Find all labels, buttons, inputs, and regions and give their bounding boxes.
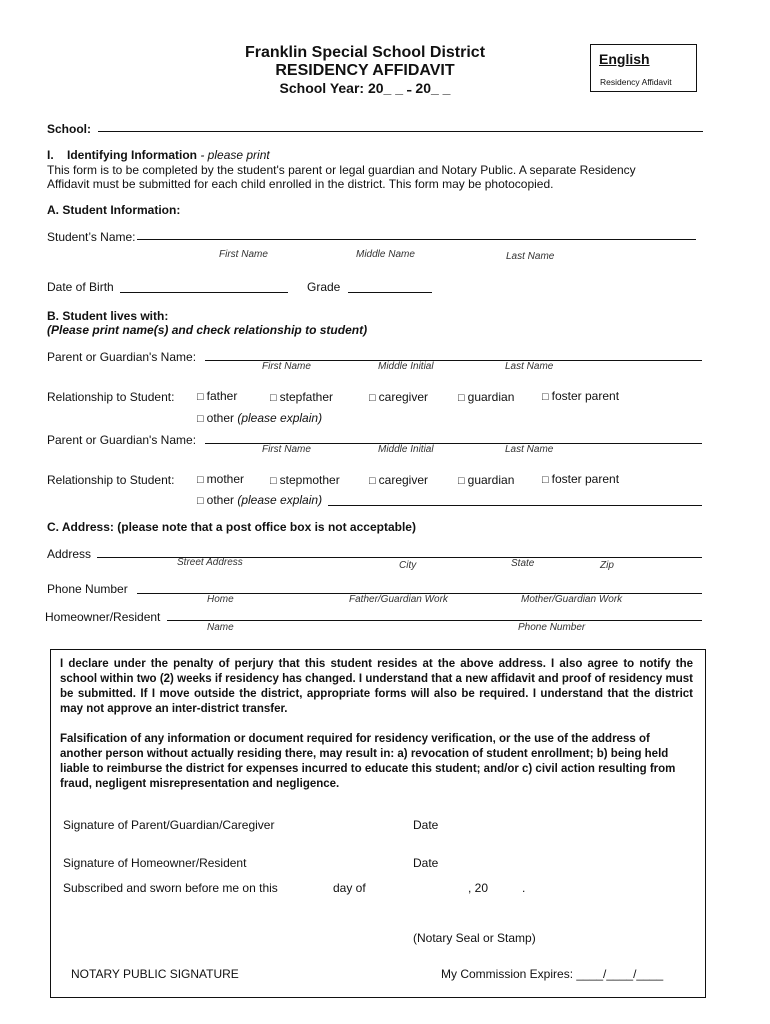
homeowner-name-hint: Name [207,622,234,633]
home-phone-hint: Home [207,594,234,605]
language-label: English [599,51,650,67]
guardian2-last-hint: Last Name [505,444,554,455]
sectionB-subheading: (Please print name(s) and check relationship to student) [47,323,368,337]
checkbox-guardian-1[interactable]: □ guardian [458,390,514,404]
declaration-box [50,649,706,998]
period-label: . [522,881,526,895]
form-title: RESIDENCY AFFIDAVIT [275,62,455,79]
grade-label: Grade [307,280,341,294]
street-hint: Street Address [177,557,243,568]
homeowner-field[interactable] [167,620,702,621]
guardian1-name-label: Parent or Guardian's Name: [47,350,197,364]
other-explain-field[interactable] [328,505,702,506]
checkbox-other-1[interactable]: □ other (please explain) [197,411,322,425]
checkbox-caregiver-2[interactable]: □ caregiver [369,473,428,487]
section1-desc-line1: This form is to be completed by the student's parent or legal guardian and Notary Public. A separate Residency [47,163,636,177]
zip-hint: Zip [600,560,614,571]
guardian2-name-label: Parent or Guardian's Name: [47,433,197,447]
student-last-hint: Last Name [506,251,555,262]
school-label: School: [47,122,91,136]
relationship1-label: Relationship to Student: [47,390,175,404]
address-label: Address [47,547,92,561]
sig-homeowner-label: Signature of Homeowner/Resident [63,856,247,870]
declaration-para2: Falsification of any information or document required for residency verification, or the use of the address of another person without actually residing there, may result in: a) revocation of student enrollment; b) being held liable to reimburse the district for expenses incurred to educate this student; and/or c) civil action resulting from fraud, negligent misrepresentation and negligence. [60,733,676,790]
district-name: Franklin Special School District [244,44,486,61]
checkbox-guardian-2[interactable]: □ guardian [458,473,514,487]
state-hint: State [511,558,535,569]
relationship2-label: Relationship to Student: [47,473,175,487]
student-first-hint: First Name [219,249,268,260]
section1-heading: I. Identifying Information - please print [47,148,270,162]
student-name-label: Student’s Name: [47,230,136,244]
sectionB-heading: B. Student lives with: [47,309,169,323]
mother-work-hint: Mother/Guardian Work [521,594,623,605]
guardian2-middle-hint: Middle Initial [378,444,434,455]
checkbox-stepmother[interactable]: □ stepmother [270,473,340,487]
checkbox-foster-parent-1[interactable]: □ foster parent [542,389,619,403]
notary-seal-label: (Notary Seal or Stamp) [413,931,536,945]
declaration-para1: I declare under the penalty of perjury that this student resides at the above address. I also agree to notify the school within two (2) weeks if residency has changed. I understand that a new affidavit and proof of residency must be submitted. If I move outside the district, appropriate forms will also be required. I understand that the district may not approve an inter-district transfer. [60,658,693,715]
student-name-field[interactable] [137,239,696,240]
homeowner-label: Homeowner/Resident [45,610,161,624]
day-of-label: day of [333,881,366,895]
checkbox-mother[interactable]: □ mother [197,472,244,486]
year-label: , 20 [468,881,489,895]
section1-desc-line2: Affidavit must be submitted for each child enrolled in the district. This form may be photocopied. [47,177,554,191]
notary-signature-label: NOTARY PUBLIC SIGNATURE [71,967,239,981]
guardian2-first-hint: First Name [262,444,311,455]
language-sub: Residency Affidavit [600,77,672,87]
father-work-hint: Father/Guardian Work [349,594,448,605]
guardian1-middle-hint: Middle Initial [378,361,434,372]
city-hint: City [399,560,417,571]
checkbox-other-2[interactable]: □ other (please explain) [197,493,322,507]
dob-field[interactable] [120,292,288,293]
commission-expires-label: My Commission Expires: ____/____/____ [441,967,664,981]
school-field[interactable] [98,131,703,132]
sig-homeowner-date-label: Date [413,856,439,870]
homeowner-phone-hint: Phone Number [518,622,586,633]
guardian1-last-hint: Last Name [505,361,554,372]
student-middle-hint: Middle Name [356,249,415,260]
grade-field[interactable] [348,292,432,293]
checkbox-stepfather[interactable]: □ stepfather [270,390,333,404]
school-year: School Year: 20_ _ ˗ 20_ _ [279,80,451,96]
sectionC-heading: C. Address: (please note that a post office box is not acceptable) [47,520,416,534]
checkbox-foster-parent-2[interactable]: □ foster parent [542,472,619,486]
language-box [590,44,697,92]
checkbox-caregiver-1[interactable]: □ caregiver [369,390,428,404]
checkbox-father[interactable]: □ father [197,389,237,403]
guardian1-first-hint: First Name [262,361,311,372]
sig-parent-date-label: Date [413,818,439,832]
dob-label: Date of Birth [47,280,114,294]
phone-label: Phone Number [47,582,128,596]
sworn-label: Subscribed and sworn before me on this [63,881,278,895]
sig-parent-label: Signature of Parent/Guardian/Caregiver [63,818,275,832]
sectionA-heading: A. Student Information: [47,203,181,217]
